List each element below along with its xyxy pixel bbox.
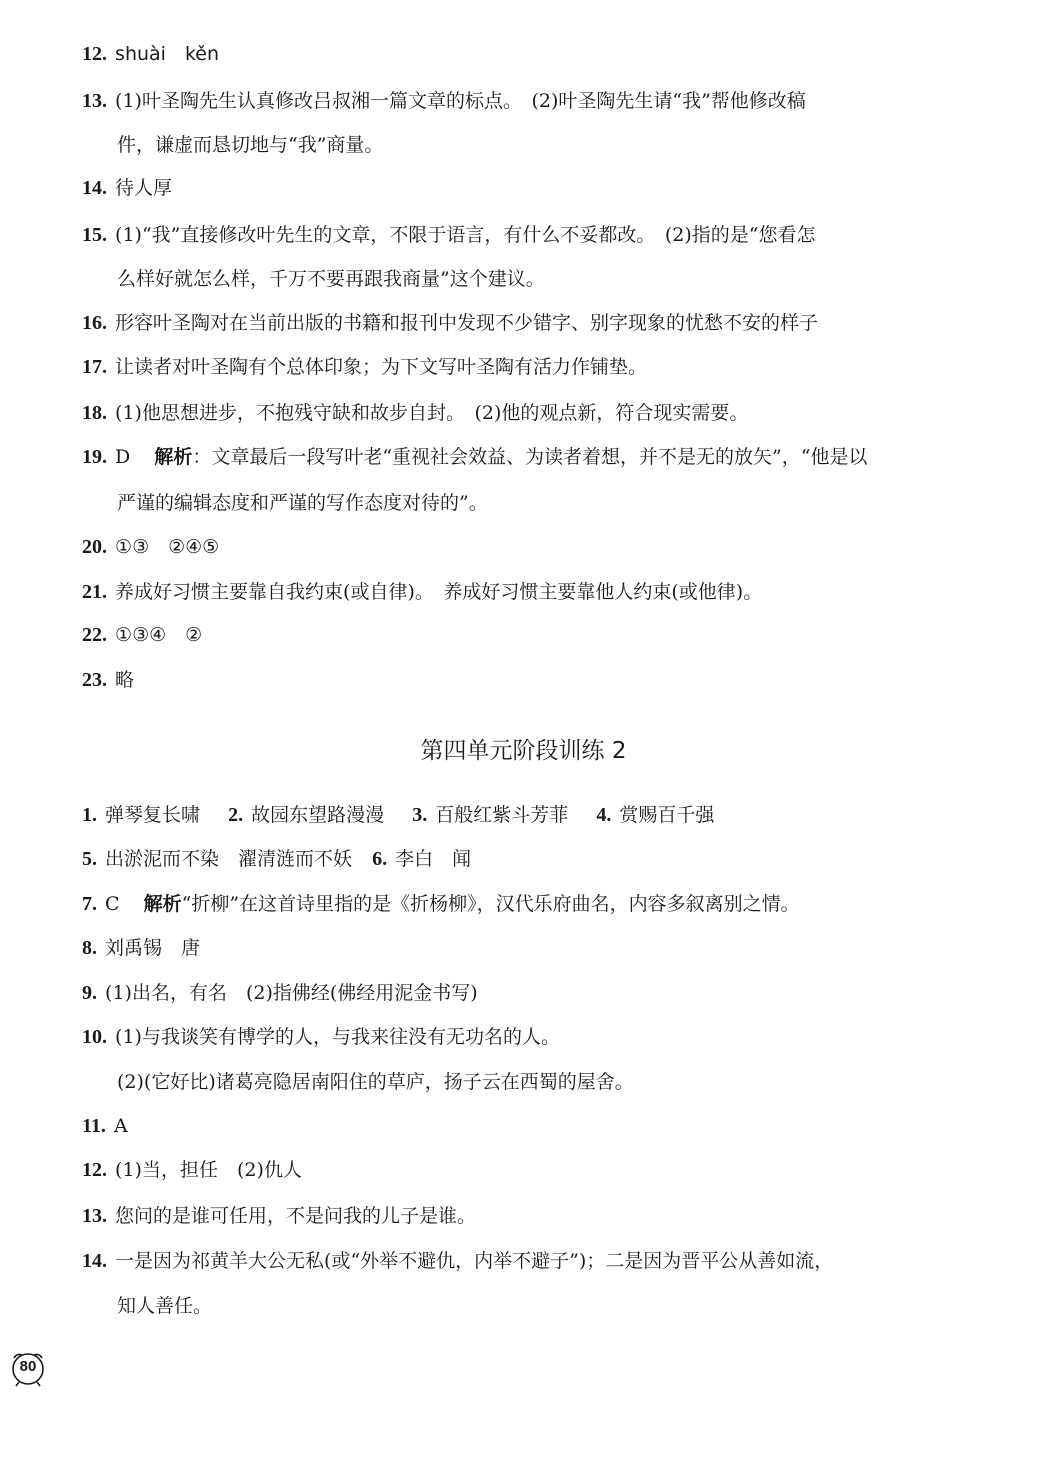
- item-number: 9.: [82, 982, 97, 1004]
- answer-23: [82, 667, 134, 693]
- answer-21: [82, 579, 762, 605]
- answer-text: (1)他思想进步，不抱残守缺和故步自封。 (2)他的观点新，符合现实需要。: [115, 402, 749, 424]
- analysis-text-continued: 严谨的编辑态度和严谨的写作态度对待的”。: [117, 492, 488, 514]
- item-number: 11.: [82, 1115, 106, 1137]
- answer-text: ①③ ②④⑤: [115, 536, 220, 558]
- answer-text: 赏赐百千强: [619, 804, 715, 826]
- answer-text: (1)出名，有名 (2)指佛经(佛经用泥金书写): [105, 982, 478, 1004]
- section-answer-11: [82, 1113, 128, 1139]
- section-answer-10: [82, 1024, 560, 1050]
- answer-text: 让读者对叶圣陶有个总体印象；为下文写叶圣陶有活力作铺垫。: [115, 356, 648, 378]
- page-number-badge: [8, 1350, 48, 1388]
- answer-text: (1)与我谈笑有博学的人，与我来往没有无功名的人。: [115, 1026, 560, 1048]
- item-number: 6.: [372, 848, 388, 870]
- answer-text: ①③④ ②: [115, 624, 203, 646]
- item-number: 14.: [82, 1250, 107, 1272]
- item-number: 1.: [82, 804, 97, 826]
- answer-text: 待人厚: [115, 177, 173, 199]
- section-answer-9: [82, 980, 478, 1006]
- section-answer-14-cont: [117, 1293, 212, 1319]
- answer-13: [82, 88, 806, 114]
- answer-text: (1)叶圣陶先生认真修改吕叔湘一篇文章的标点。 (2)叶圣陶先生请“我”帮他修改稿: [115, 90, 806, 112]
- section-title: 第四单元阶段训练 2: [420, 738, 627, 764]
- item-number: 3.: [412, 804, 428, 826]
- analysis-label: 解析: [143, 893, 182, 915]
- answer-text: 养成好习惯主要靠自我约束(或自律)。 养成好习惯主要靠他人约束(或他律)。: [115, 581, 763, 603]
- section-answer-13: [82, 1203, 476, 1229]
- answer-text: 百般红紫斗芳菲: [435, 804, 569, 826]
- answer-text-continued: 件，谦虚而恳切地与“我”商量。: [117, 134, 384, 156]
- answer-text: 一是因为祁黄羊大公无私(或“外举不避仇，内举不避子”)；二是因为晋平公从善如流，: [115, 1250, 834, 1272]
- answer-text: (1)当，担任 (2)仇人: [115, 1159, 302, 1181]
- item-number: 18.: [82, 402, 107, 424]
- answer-text-continued: 知人善任。: [117, 1295, 213, 1317]
- item-number: 8.: [82, 937, 97, 959]
- answer-22: [82, 622, 202, 648]
- answer-text: 形容叶圣陶对在当前出版的书籍和报刊中发现不少错字、别字现象的忧愁不安的样子: [115, 312, 819, 334]
- section-answer-8: [82, 935, 200, 961]
- item-number: 10.: [82, 1026, 107, 1048]
- item-number: 13.: [82, 90, 107, 112]
- answer-20: [82, 534, 219, 560]
- item-number: 12.: [82, 43, 107, 65]
- section-answer-5-6: [82, 846, 471, 872]
- analysis-text: “折柳”在这首诗里指的是《折杨柳》，汉代乐府曲名，内容多叙离别之情。: [181, 893, 800, 915]
- item-number: 7.: [82, 893, 97, 915]
- item-number: 19.: [82, 446, 107, 468]
- answer-18: [82, 400, 748, 426]
- section-answer-7: [82, 891, 800, 917]
- answer-15-cont: [117, 266, 545, 292]
- answer-text: 略: [115, 669, 135, 691]
- answer-text: (1)“我”直接修改叶先生的文章，不限于语言，有什么不妥都改。 (2)指的是“您看怎: [115, 224, 816, 246]
- answer-text: 李白 闻: [395, 848, 472, 870]
- item-number: 2.: [228, 804, 244, 826]
- choice-answer: C: [105, 893, 120, 915]
- analysis-text: ：文章最后一段写叶老“重视社会效益、为读者着想，并不是无的放矢”，“他是以: [192, 446, 868, 468]
- analysis-label: 解析: [154, 446, 193, 468]
- answer-15: [82, 222, 816, 248]
- answer-text: 刘禹锡 唐: [105, 937, 201, 959]
- item-number: 20.: [82, 536, 107, 558]
- item-number: 21.: [82, 581, 107, 603]
- answer-17: [82, 354, 647, 380]
- answer-13-cont: [117, 132, 383, 158]
- answer-16: [82, 310, 818, 336]
- section-answer-1-4: [82, 802, 714, 828]
- item-number: 15.: [82, 224, 107, 246]
- item-number: 12.: [82, 1159, 107, 1181]
- section-answer-12: [82, 1157, 302, 1183]
- item-number: 22.: [82, 624, 107, 646]
- item-number: 4.: [596, 804, 612, 826]
- item-number: 17.: [82, 356, 107, 378]
- item-number: 5.: [82, 848, 97, 870]
- answer-text: shuài kěn: [115, 43, 220, 65]
- section-answer-10-cont: [117, 1069, 634, 1095]
- section-answer-14: [82, 1248, 833, 1274]
- choice-answer: D: [115, 446, 131, 468]
- answer-14: [82, 175, 172, 201]
- answer-19-cont: [117, 490, 488, 516]
- answer-text: 您问的是谁可任用，不是问我的儿子是谁。: [115, 1205, 477, 1227]
- item-number: 16.: [82, 312, 107, 334]
- answer-text-continued: (2)(它好比)诸葛亮隐居南阳住的草庐，扬子云在西蜀的屋舍。: [117, 1071, 634, 1093]
- answer-19: [82, 444, 868, 470]
- answer-text: 故园东望路漫漫: [251, 804, 385, 826]
- item-number: 13.: [82, 1205, 107, 1227]
- item-number: 23.: [82, 669, 107, 691]
- answer-12: [82, 41, 219, 67]
- page-number: 80: [19, 1358, 37, 1375]
- answer-text: 出淤泥而不染 濯清涟而不妖: [105, 848, 353, 870]
- answer-text-continued: 么样好就怎么样，千万不要再跟我商量”这个建议。: [117, 268, 545, 290]
- item-number: 14.: [82, 177, 107, 199]
- answer-text: 弹琴复长啸: [105, 804, 201, 826]
- answer-text: A: [113, 1115, 128, 1137]
